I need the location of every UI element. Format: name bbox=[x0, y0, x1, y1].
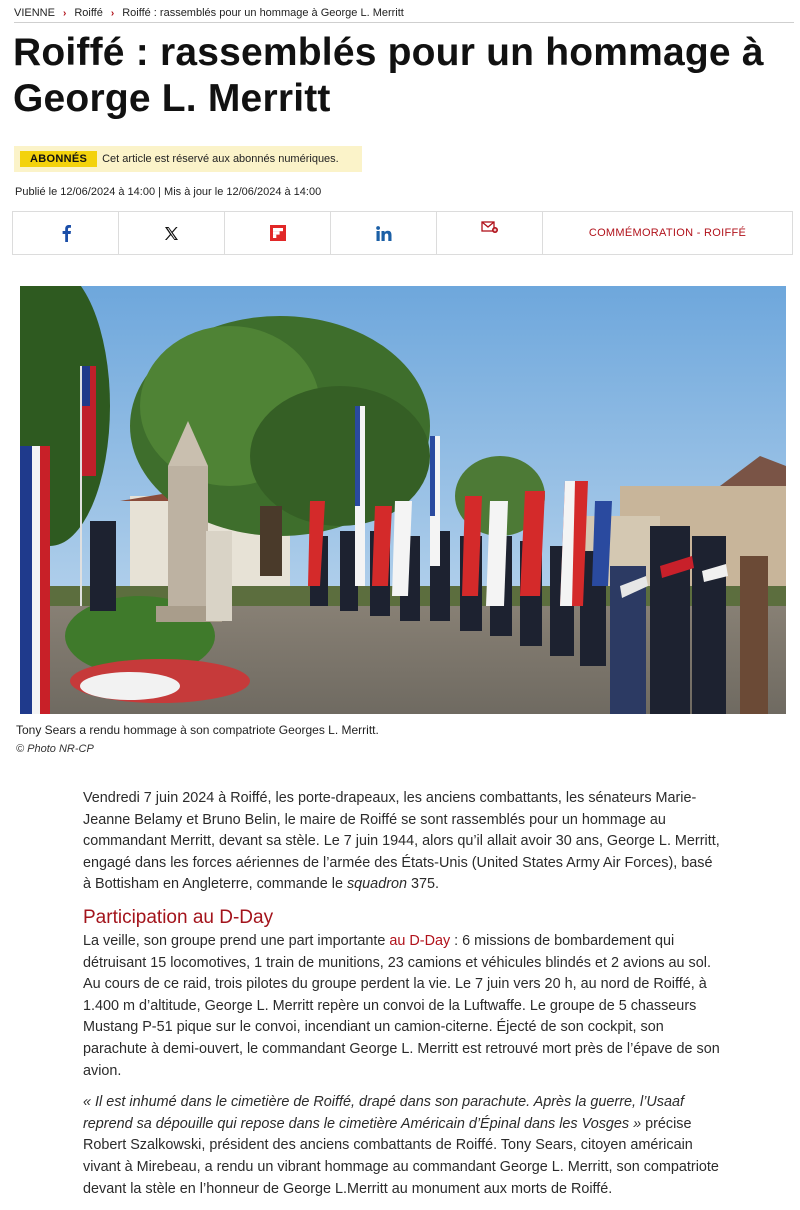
breadcrumb-roiffe[interactable]: Roiffé bbox=[74, 7, 103, 19]
paragraph-1-text: Vendredi 7 juin 2024 à Roiffé, les porte-drapeaux, les anciens combattants, les sénateurs Marie-Jeanne Belamy et Bruno Belin, le maire de Roiffé se sont rassemblés pour un hommage au commandant Merritt, devant sa stèle. Le 7 juin 1944, alors qu’il allait avoir 30 ans, George L. Merritt, engagé dans les forces aériennes de l’armée des États-Unis (United States Army Air Forces), basé à Bottisham en Angleterre, commande le bbox=[83, 790, 720, 893]
linkedin-icon bbox=[376, 226, 392, 241]
publication-dates: Publié le 12/06/2024 à 14:00 | Mis à jour le 12/06/2024 à 14:00 bbox=[15, 186, 322, 198]
share-email-button[interactable] bbox=[437, 212, 543, 254]
paragraph-2-rest: : 6 missions de bombardement qui détruisant 15 locomotives, 1 train de munitions, 23 camions et véhicules blindés et 2 avions au sol. Au cours de ce raid, trois pilotes du groupe perdent la vie. Le 7 juin vers 20 h, au nord de Roiffé, à 1.400 m d’altitude, George L. Merritt repère un convoi de la Luftwaffe. Le groupe de 5 chasseurs Mustang P-51 pique sur le convoi, incendiant un camion-citerne. Éjecté de son cockpit, son parachute à demi-ouvert, le commandant George L. Merritt est retrouvé mort près de l’épave de son avion. bbox=[83, 932, 720, 1079]
flipboard-icon bbox=[270, 225, 286, 241]
paragraph-2 bbox=[83, 931, 723, 1082]
x-icon bbox=[164, 226, 179, 241]
breadcrumb bbox=[14, 7, 794, 23]
share-linkedin-button[interactable] bbox=[331, 212, 437, 254]
paragraph-1-end: 375. bbox=[407, 876, 440, 893]
subscriber-banner bbox=[14, 146, 362, 172]
paragraph-1 bbox=[83, 788, 723, 896]
d-day-link[interactable]: au D-Day bbox=[389, 932, 451, 949]
subscriber-badge: ABONNÉS bbox=[20, 151, 97, 167]
share-flipboard-button[interactable] bbox=[225, 212, 331, 254]
paragraph-3 bbox=[83, 1092, 723, 1200]
section-heading: Participation au D-Day bbox=[83, 906, 274, 928]
breadcrumb-vienne[interactable]: VIENNE bbox=[14, 7, 55, 19]
article-tag[interactable]: COMMÉMORATION - ROIFFÉ bbox=[588, 227, 747, 239]
paragraph-1-emphasis: squadron bbox=[346, 876, 407, 893]
quote: « Il est inhumé dans le cimetière de Roiffé, drapé dans son parachute. Après la guerre, l’Usaaf reprend sa dépouille qui repose dans le cimetière Américain d’Épinal dans les Vosges » bbox=[83, 1094, 685, 1132]
page-title: Roiffé : rassemblés pour un hommage à George L. Merritt bbox=[13, 31, 764, 120]
email-icon bbox=[481, 220, 499, 236]
breadcrumb-chevron-icon: › bbox=[110, 7, 115, 19]
paragraph-2-text: La veille, son groupe prend une part importante bbox=[83, 932, 390, 949]
share-facebook-button[interactable] bbox=[13, 212, 119, 254]
article-body bbox=[83, 788, 723, 1210]
share-bar bbox=[12, 211, 793, 255]
facebook-icon bbox=[60, 224, 72, 242]
article-photo bbox=[20, 286, 786, 714]
photo-credit: © Photo NR-CP bbox=[16, 743, 94, 755]
breadcrumb-current: Roiffé : rassemblés pour un hommage à George L. Merritt bbox=[122, 7, 404, 19]
breadcrumb-chevron-icon: › bbox=[62, 7, 67, 19]
share-x-button[interactable] bbox=[119, 212, 225, 254]
subscriber-note: Cet article est réservé aux abonnés numériques. bbox=[102, 153, 339, 165]
photo-caption: Tony Sears a rendu hommage à son compatriote Georges L. Merritt. bbox=[16, 723, 379, 737]
paragraph-3-rest: précise Robert Szalkowski, président des anciens combattants de Roiffé. Tony Sears, citoyen américain vivant à Mirebeau, a rendu un vibrant hommage au commandant George L. Merritt, son compatriote devant la stèle en l’honneur de George L.Merritt au monument aux morts de Roiffé. bbox=[83, 1115, 719, 1197]
